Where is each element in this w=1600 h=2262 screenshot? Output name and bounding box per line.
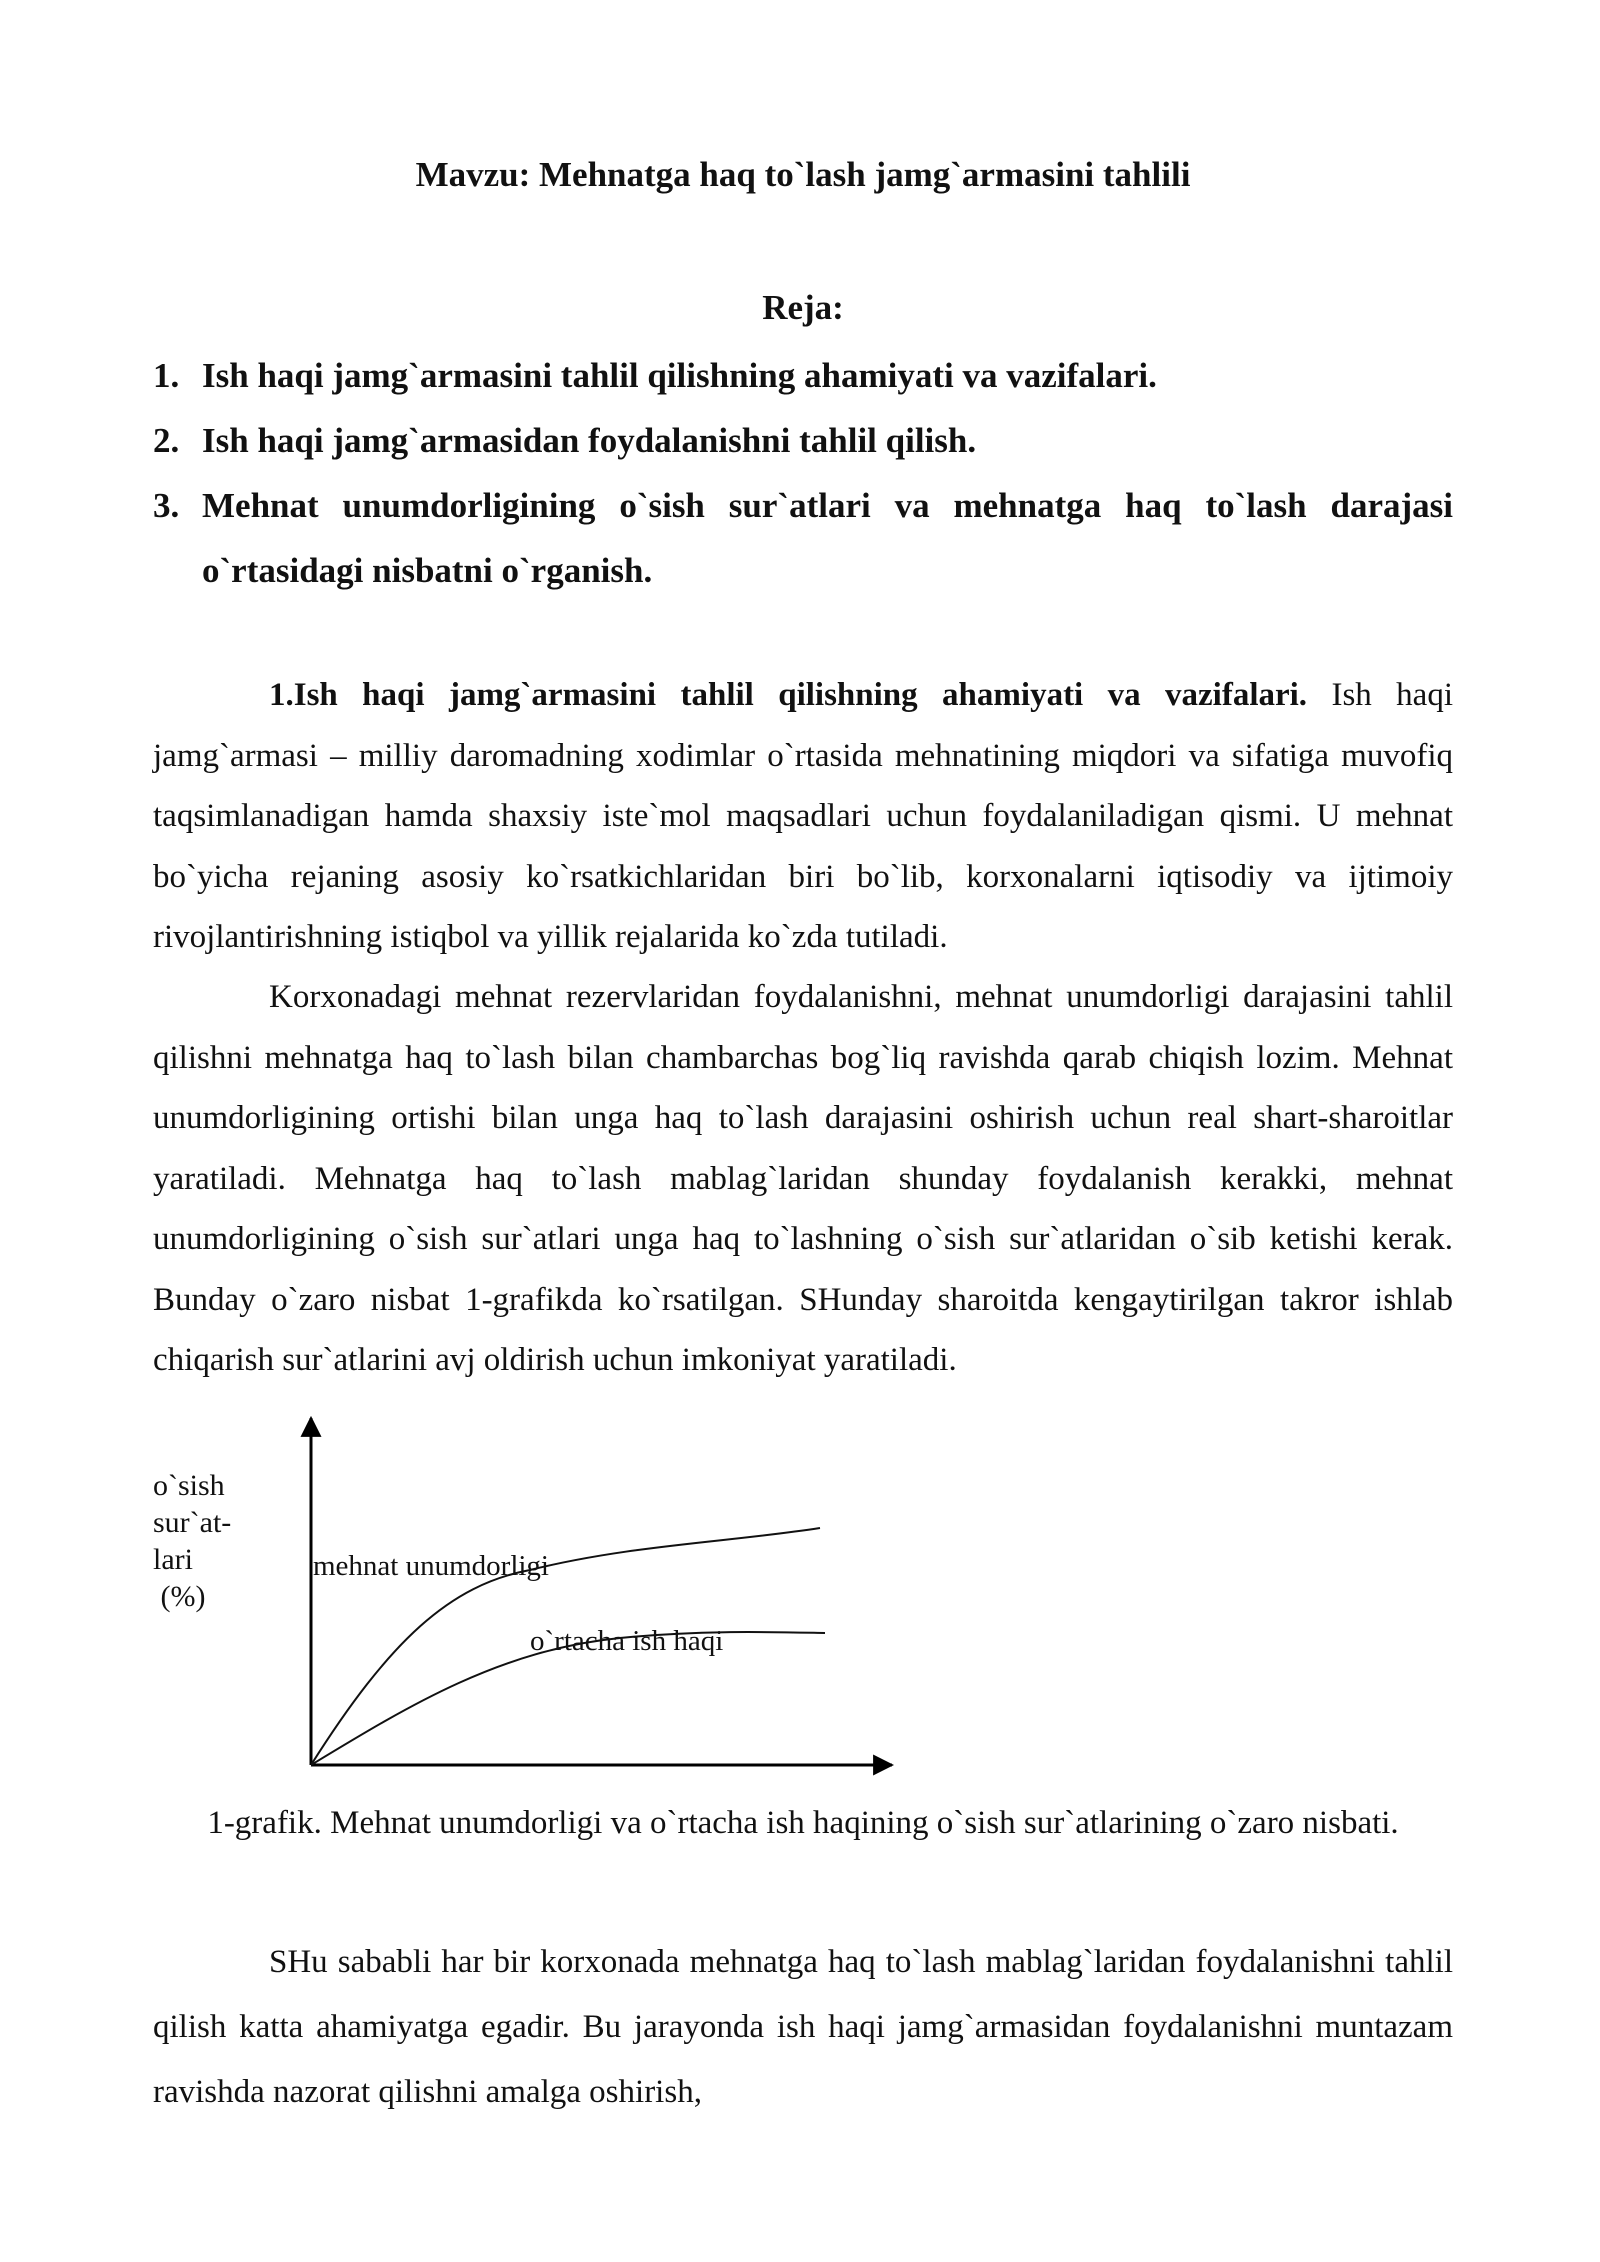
productivity-curve-label: mehnat unumdorligi (313, 1550, 549, 1582)
paragraph-1 (153, 665, 1453, 968)
plan-item-number: 1. (153, 356, 180, 395)
document-title: Mavzu: Mehnatga haq to`lash jamg`armasini tahlili (415, 155, 1191, 194)
paragraph-3: SHu sababli har bir korxonada mehnatga haq to`lash mablag`laridan foydalanishni tahlil qilish katta ahamiyatga egadir. Bu jarayonda ish haqi jamg`armasidan foydalanishni muntazam ravishda nazorat qilishni amalga oshirish, (153, 1944, 1453, 2110)
plan-item (153, 343, 1453, 408)
wage-curve-label: o`rtacha ish haqi (530, 1625, 724, 1657)
chart-y-axis-label (153, 1467, 231, 1615)
plan-item-number: 2. (153, 421, 180, 460)
plan-item (153, 473, 1453, 603)
plan-heading: Reja: (762, 288, 844, 327)
section-1-heading: 1.Ish haqi jamg`armasini tahlil qilishning ahamiyati va vazifalari. (269, 677, 1308, 713)
y-label-line: (%) (153, 1580, 206, 1613)
y-label-line: o`sish (153, 1469, 225, 1502)
plan-item (153, 408, 1453, 473)
plan-item-text: Ish haqi jamg`armasini tahlil qilishning ahamiyati va vazifalari. (202, 356, 1157, 395)
plan-item-text: Ish haqi jamg`armasidan foydalanishni tahlil qilish. (202, 421, 977, 460)
plan-list (153, 343, 1453, 603)
y-label-line: lari (153, 1543, 193, 1576)
paragraph-2: Korxonadagi mehnat rezervlaridan foydalanishni, mehnat unumdorligi darajasini tahlil qilishni mehnatga haq to`lash bilan chambarchas bog`liq ravishda qarab chiqish lozim. Mehnat unumdorligining ortishi bilan unga haq to`lash darajasini oshirish uchun real shart-sharoitlar yaratiladi. Mehnatga haq to`lash mablag`laridan shunday foydalanish kerakki, mehnat unumdorligining o`sish sur`atlari unga haq to`lashning o`sish sur`atlaridan o`sib ketishi kerak. Bunday o`zaro nisbat 1-grafikda ko`rsatilgan. SHunday sharoitda kengaytirilgan takror ishlab chiqarish sur`atlarini avj oldirish uchun imkoniyat yaratiladi. (153, 979, 1453, 1378)
figure-caption: 1-grafik. Mehnat unumdorligi va o`rtacha ish haqining o`sish sur`atlarining o`zaro nisbati. (207, 1805, 1399, 1841)
growth-rate-chart (300, 1410, 900, 1780)
y-label-line: sur`at- (153, 1506, 232, 1539)
plan-item-number: 3. (153, 486, 180, 525)
plan-item-text: Mehnat unumdorligining o`sish sur`atlari va mehnatga haq to`lash darajasi o`rtasidagi nisbatni o`rganish. (202, 486, 1453, 590)
paragraph-1-text: Ish haqi jamg`armasi – milliy daromadning xodimlar o`rtasida mehnatining miqdori va sifatiga muvofiq taqsimlanadigan hamda shaxsiy iste`mol maqsadlari uchun foydalaniladigan qismi. U mehnat bo`yicha rejaning asosiy ko`rsatkichlaridan biri bo`lib, korxonalarni iqtisodiy va ijtimoiy rivojlantirishning istiqbol va yillik rejalarida ko`zda tutiladi. (153, 677, 1454, 955)
